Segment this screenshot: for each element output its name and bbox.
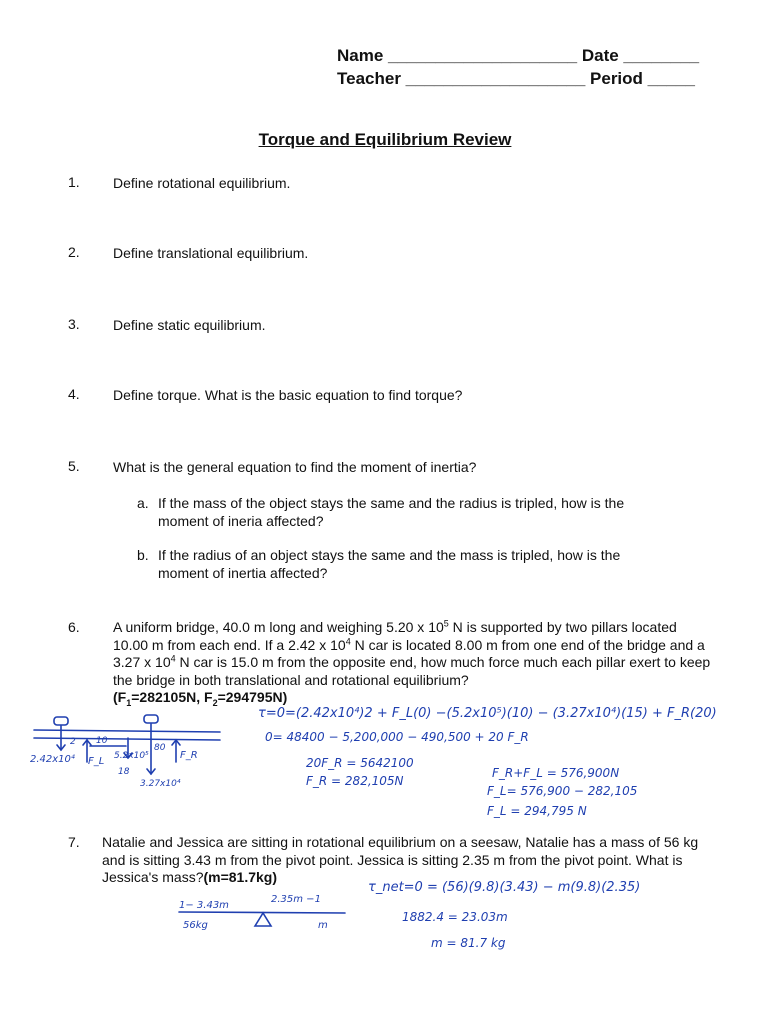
q6-work-line-3: 20F_R = 5642100 (306, 756, 414, 770)
question-2-text: Define translational equilibrium. (113, 245, 309, 261)
teacher-period-line: Teacher ___________________ Period _____ (337, 69, 695, 88)
question-2-number: 2. (68, 244, 80, 260)
q6-work-line-1: τ=0=(2.42x10⁴)2 + F_L(0) −(5.2x10⁵)(10) − (3.27x10⁴)(15) + F_R(20) (258, 706, 717, 721)
bridge-sketch (30, 712, 230, 792)
question-5a-line2: moment of ineria affected? (158, 513, 324, 529)
label-force-left: F_L (88, 756, 105, 767)
bridge-top-line (34, 730, 220, 732)
question-5-text: What is the general equation to find the moment of inertia? (113, 459, 477, 475)
label-distance-18: 18 (118, 767, 130, 777)
question-1-text: Define rotational equilibrium. (113, 175, 291, 191)
q7-work-line-3: m = 81.7 kg (431, 936, 506, 950)
q6-work-line-5: F_R+F_L = 576,900N (492, 766, 620, 780)
pivot-icon (255, 913, 271, 926)
question-4-number: 4. (68, 386, 80, 402)
seesaw-sketch (175, 890, 355, 935)
question-7-answer: (m=81.7kg) (203, 869, 278, 885)
question-7-number: 7. (68, 834, 80, 850)
question-3-text: Define static equilibrium. (113, 317, 266, 333)
question-5-number: 5. (68, 458, 80, 474)
label-force-right: F_R (180, 750, 198, 761)
label-jessica-distance: 2.35m −1 (271, 894, 321, 905)
question-1-number: 1. (68, 174, 80, 190)
question-6-number: 6. (68, 619, 80, 635)
question-6-text: A uniform bridge, 40.0 m long and weighing 5.20 x $10^5$ N is supported by two pillars located 10.00 m from each end. If a 2.42 x $10^4$ N car is located 8.00 m from one end of the bridge and a 3.27 x $10^4$ N car is 15.0 m from the opposite end, how much force much each pillar exert to keep the bridge in both translational and rotational equilibrium? ($F_1=282105N$, $F_2=294795N$) (113, 618, 711, 708)
question-4-text: Define torque. What is the basic equation to find torque? (113, 387, 463, 403)
name-date-line: Name ____________________ Date ________ (337, 46, 700, 65)
question-6-answer: ($F_1=282105N$, $F_2=294795N$) (113, 689, 288, 708)
q6-work-line-2: 0= 48400 − 5,200,000 − 490,500 + 20 F_R (265, 730, 529, 744)
q6-work-line-7: F_L = 294,795 N (487, 804, 587, 818)
question-5a-line1: If the mass of the object stays the same and the radius is tripled, how is the (158, 495, 625, 511)
question-5a (137, 494, 697, 530)
label-natalie-distance: 1− 3.43m (179, 900, 229, 911)
label-car-left-weight: 2.42x10⁴ (30, 754, 75, 765)
page-title: Torque and Equilibrium Review (258, 130, 512, 149)
label-jessica-mass: m (318, 920, 328, 931)
q7-work-line-2: 1882.4 = 23.03m (402, 910, 508, 924)
label-car-right-weight: 3.27x10⁴ (140, 779, 181, 789)
bridge-bottom-line (34, 738, 220, 740)
seesaw-board (179, 912, 345, 913)
question-5b (137, 546, 697, 582)
q6-work-line-6: F_L= 576,900 − 282,105 (487, 784, 638, 798)
label-distance-2: 2 (70, 737, 76, 747)
question-5b-line2: moment of inertia affected? (158, 565, 328, 581)
label-natalie-mass: 56kg (183, 920, 208, 931)
question-3-number: 3. (68, 316, 80, 332)
question-5a-letter: a. (137, 495, 149, 511)
car-left-icon (54, 717, 68, 725)
question-5b-line1: If the radius of an object stays the same and the mass is tripled, how is the (158, 547, 621, 563)
q6-work-line-4: F_R = 282,105N (306, 774, 404, 788)
label-bridge-weight: 5.2x10⁵ (114, 751, 149, 761)
q7-work-line-1: τ_net=0 = (56)(9.8)(3.43) − m(9.8)(2.35) (368, 880, 641, 895)
label-distance-80: 80 (154, 743, 166, 753)
label-distance-10: 10 (96, 736, 108, 746)
question-5b-letter: b. (137, 547, 149, 563)
question-7-text: Natalie and Jessica are sitting in rotational equilibrium on a seesaw, Natalie has a mass of 56 kg and is sitting 3.43 m from the pivot point. Jessica is sitting 2.35 m from the pivot point. What is Jessica's mass?(m=81.7kg) (102, 834, 699, 885)
car-right-icon (144, 715, 158, 723)
